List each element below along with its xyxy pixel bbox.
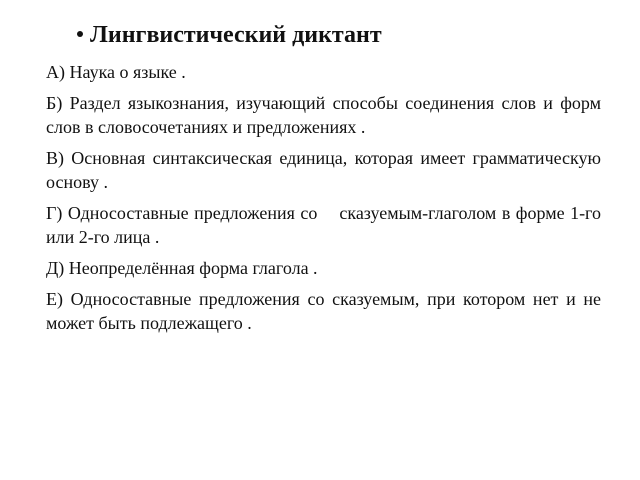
dictation-item-d: Д) Неопределённая форма глагола . [46, 258, 318, 278]
dictation-item-v: В) Основная синтаксическая единица, которая имеет грамматическую основу . [46, 148, 601, 192]
slide-title: Лингвистический диктант [90, 22, 382, 48]
title-row [77, 20, 617, 56]
dictation-list [46, 60, 606, 342]
dictation-item-e: Е) Односоставные предложения со сказуемым, при котором нет и не может быть подлежащего . [46, 289, 601, 333]
bullet-dot-icon [77, 31, 83, 37]
dictation-item-a: А) Наука о языке . [46, 62, 186, 82]
dictation-item-g: Г) Односоставные предложения со сказуемым-глаголом в форме 1-го или 2-го лица . [46, 203, 606, 247]
dictation-item-b: Б) Раздел языкознания, изучающий способы соединения слов и форм слов в словосочетаниях и предложениях . [46, 93, 601, 137]
